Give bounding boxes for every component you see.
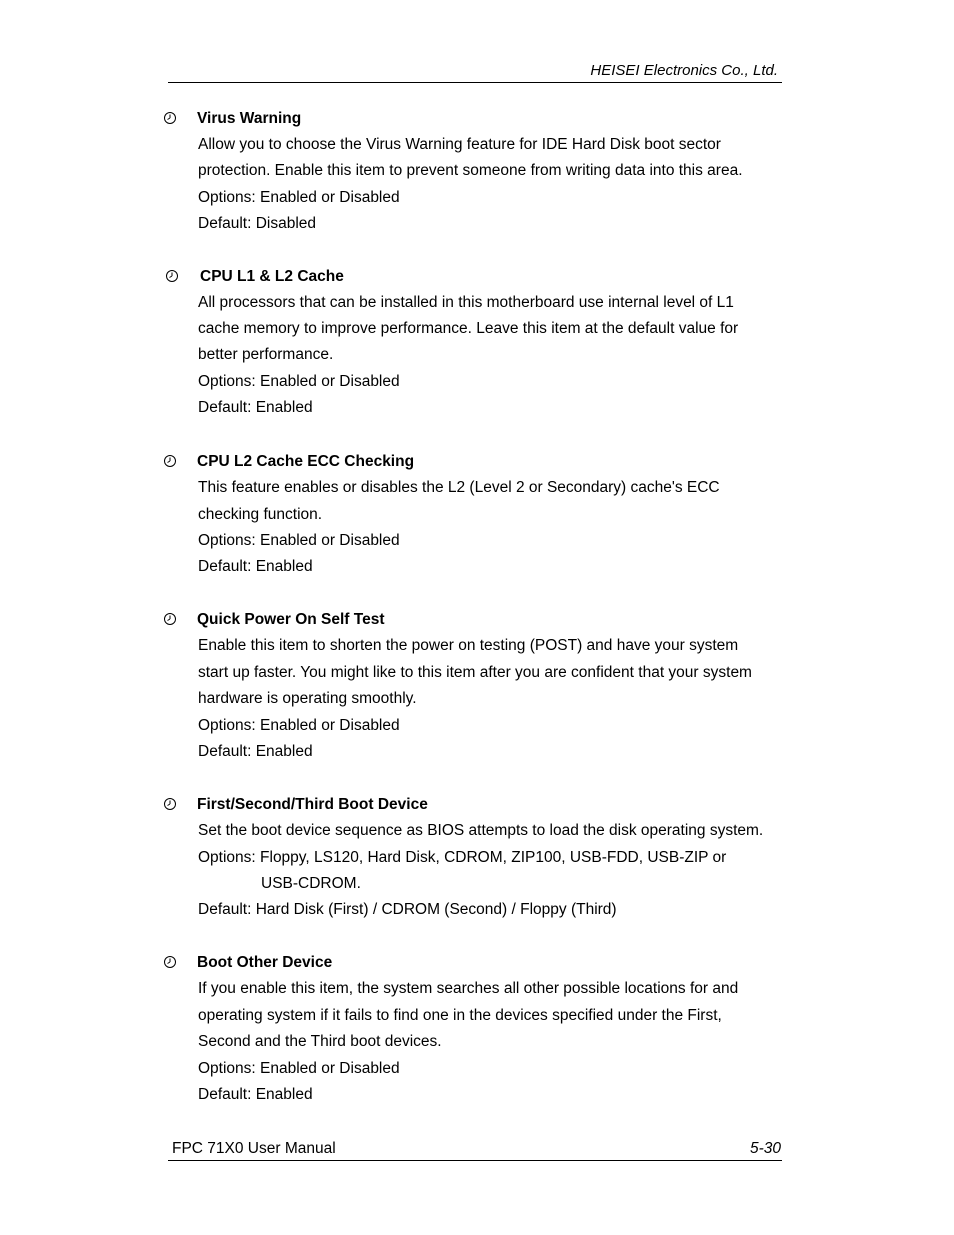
clock-bullet-icon	[163, 955, 177, 969]
header-company: HEISEI Electronics Co., Ltd.	[590, 62, 778, 79]
options-line: Options: Enabled or Disabled	[198, 717, 400, 734]
footer-manual-title: FPC 71X0 User Manual	[172, 1140, 336, 1157]
options-line: Options: Enabled or Disabled	[198, 189, 400, 206]
body-line: start up faster. You might like to this item after you are confident that your system	[198, 664, 752, 681]
section-title: CPU L2 Cache ECC Checking	[197, 453, 415, 470]
body-line: This feature enables or disables the L2 (Level 2 or Secondary) cache's ECC	[198, 479, 720, 496]
section-title: Virus Warning	[197, 110, 302, 127]
section-title: Quick Power On Self Test	[197, 611, 385, 628]
body-line: checking function.	[198, 506, 323, 523]
default-line: Default: Enabled	[198, 399, 313, 416]
options-line: Options: Enabled or Disabled	[198, 373, 400, 390]
body-line: If you enable this item, the system searches all other possible locations for and	[198, 980, 739, 997]
default-line: Default: Enabled	[198, 1086, 313, 1103]
body-line: protection. Enable this item to prevent someone from writing data into this area.	[198, 162, 743, 179]
body-line: cache memory to improve performance. Leave this item at the default value for	[198, 320, 739, 337]
default-line: Default: Enabled	[198, 743, 313, 760]
clock-bullet-icon	[165, 269, 179, 283]
section-title: First/Second/Third Boot Device	[197, 796, 428, 813]
body-line: Set the boot device sequence as BIOS attempts to load the disk operating system.	[198, 822, 764, 839]
body-line: Allow you to choose the Virus Warning feature for IDE Hard Disk boot sector	[198, 136, 721, 153]
body-line: hardware is operating smoothly.	[198, 690, 417, 707]
clock-bullet-icon	[163, 612, 177, 626]
section-title: Boot Other Device	[197, 954, 333, 971]
footer-rule	[168, 1160, 782, 1161]
options-line: Options: Floppy, LS120, Hard Disk, CDROM, ZIP100, USB-FDD, USB-ZIP or	[198, 849, 727, 866]
clock-bullet-icon	[163, 454, 177, 468]
default-line: Default: Hard Disk (First) / CDROM (Second) / Floppy (Third)	[198, 901, 617, 918]
clock-bullet-icon	[163, 797, 177, 811]
body-line: operating system if it fails to find one in the devices specified under the First,	[198, 1007, 722, 1024]
header-rule	[168, 82, 782, 83]
body-line: Second and the Third boot devices.	[198, 1033, 442, 1050]
options-line: Options: Enabled or Disabled	[198, 532, 400, 549]
options-continuation-line: USB-CDROM.	[261, 875, 361, 892]
clock-bullet-icon	[163, 111, 177, 125]
body-line: Enable this item to shorten the power on testing (POST) and have your system	[198, 637, 739, 654]
body-line: better performance.	[198, 346, 334, 363]
body-line: All processors that can be installed in this motherboard use internal level of L1	[198, 294, 734, 311]
default-line: Default: Enabled	[198, 558, 313, 575]
section-title: CPU L1 & L2 Cache	[200, 268, 344, 285]
default-line: Default: Disabled	[198, 215, 317, 232]
footer-page-number: 5-30	[749, 1140, 781, 1157]
options-line: Options: Enabled or Disabled	[198, 1060, 400, 1077]
